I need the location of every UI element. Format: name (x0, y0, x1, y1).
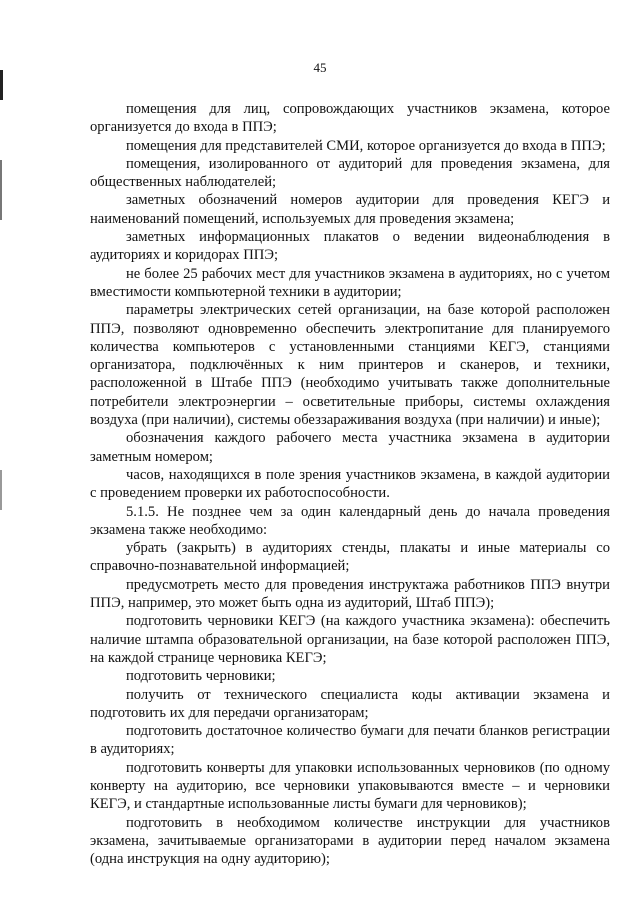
section-paragraph-5-1-5: 5.1.5. Не позднее чем за один календарный день до начала проведения экзамена также необходимо: (90, 503, 610, 538)
scan-edge-mark-lower (0, 470, 2, 510)
paragraph: подготовить в необходимом количестве инструкции для участников экзамена, зачитываемые организаторами в аудитории перед началом экзамена (одна инструкция на одну аудиторию); (90, 814, 610, 868)
paragraph: не более 25 рабочих мест для участников экзамена в аудиториях, но с учетом вместимости компьютерной техники в аудитории; (90, 265, 610, 300)
paragraph: заметных информационных плакатов о ведении видеонаблюдения в аудиториях и коридорах ППЭ; (90, 229, 610, 264)
page-number: 45 (313, 60, 327, 75)
paragraph: подготовить черновики КЕГЭ (на каждого участника экзамена): обеспечить наличие штампа образовательной организации, на базе которой расположен ППЭ, на каждой странице черновика КЕГЭ; (90, 613, 610, 666)
paragraph: подготовить достаточное количество бумаги для печати бланков регистрации в аудиториях; (90, 723, 610, 758)
paragraph: подготовить конверты для упаковки использованных черновиков (по одному конверту на аудиторию, все черновики упаковываются вместе – и черновики КЕГЭ, и стандартные использованные листы бумаги для черновиков); (90, 759, 610, 813)
paragraph: получить от технического специалиста коды активации экзамена и подготовить их для передачи организаторам; (90, 686, 610, 721)
paragraph: убрать (закрыть) в аудиториях стенды, плакаты и иные материалы со справочно-познавательной информацией; (90, 540, 610, 575)
paragraph: часов, находящихся в поле зрения участников экзамена, в каждой аудитории с проведением проверки их работоспособности. (90, 466, 610, 502)
document-body (90, 100, 610, 868)
paragraph: обозначения каждого рабочего места участника экзамена в аудитории заметным номером; (90, 430, 610, 465)
paragraph: помещения для представителей СМИ, которое организуется до входа в ППЭ; (126, 137, 606, 154)
paragraph: параметры электрических сетей организации, на базе которой расположен ППЭ, позволяют одновременно обеспечить электропитание для планируемого количества компьютеров с установленными станциями КЕГЭ, станциями организатора, подключённых к ним принтеров и сканеров, и техники, расположенной в Штабе ППЭ (необходимо учитывать также дополнительные потребители электроэнергии – осветительные приборы, системы охлаждения воздуха (при наличии), системы обеззараживания воздуха (при наличии) и иные); (90, 302, 610, 429)
scan-edge-mark-middle (0, 160, 2, 220)
paragraph: помещения для лиц, сопровождающих участников экзамена, которое организуется до входа в ППЭ; (90, 101, 610, 136)
paragraph: заметных обозначений номеров аудитории для проведения КЕГЭ и наименований помещений, используемых для проведения экзамена; (90, 192, 610, 227)
paragraph: помещения, изолированного от аудиторий для проведения экзамена, для общественных наблюдателей; (90, 155, 610, 191)
paragraph: предусмотреть место для проведения инструктажа работников ППЭ внутри ППЭ, например, это может быть одна из аудиторий, Штаб ППЭ); (90, 576, 610, 612)
paragraph: подготовить черновики; (126, 668, 276, 685)
